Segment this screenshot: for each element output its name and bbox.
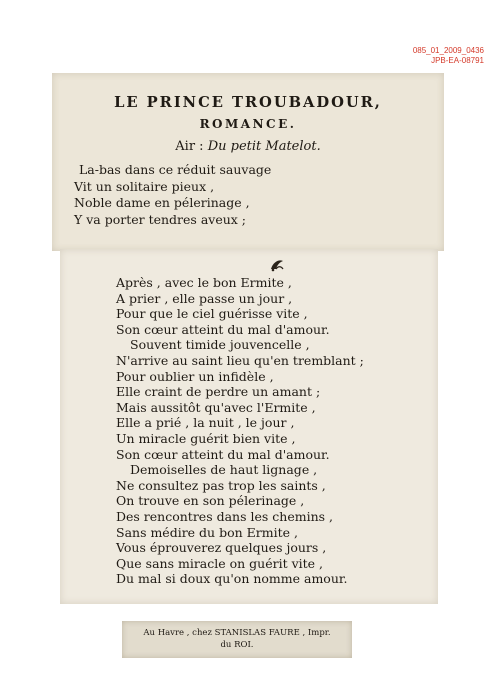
verse-line: Son cœur atteint du mal d'amour.: [116, 321, 330, 337]
printer-imprint: [122, 621, 352, 658]
verse-line: Noble dame en pélerinage ,: [74, 195, 250, 210]
verse-line: Elle craint de perdre un amant ;: [116, 384, 321, 400]
verse-line: Pour que le ciel guérisse vite ,: [116, 306, 308, 322]
verse-line: La-bas dans ce réduit sauvage: [79, 162, 272, 177]
verse-line: Du mal si doux qu'on nomme amour.: [116, 571, 348, 587]
verse-line: Après , avec le bon Ermite ,: [116, 275, 292, 290]
verse-line: Que sans miracle on guérit vite ,: [116, 555, 324, 571]
catalog-id: 085_01_2009_0436: [412, 46, 484, 55]
verse-line: Demoiselles de haut lignage ,: [130, 462, 318, 478]
verse-line: Des rencontres dans les chemins ,: [116, 508, 333, 524]
air-line: [52, 139, 444, 154]
imprint-line: Au Havre , chez STANISLAS FAURE , Impr.: [143, 628, 331, 638]
verse-line: A prier , elle passe un jour ,: [116, 290, 293, 306]
stanza-1: [74, 162, 271, 228]
verse-line: Ne consultez pas trop les saints ,: [116, 477, 326, 493]
verse-line: Son cœur atteint du mal d'amour.: [116, 446, 330, 462]
song-subtitle: ROMANCE.: [199, 117, 297, 131]
catalog-ref: JPB-EA-08791: [431, 56, 484, 65]
verse-line: Pour oublier un infidèle ,: [116, 368, 274, 384]
stanza-2: [116, 275, 364, 587]
song-header-fragment: [52, 73, 444, 251]
verse-line: N'arrive au saint lieu qu'en tremblant ;: [116, 352, 364, 368]
air-tune: Du petit Matelot.: [207, 139, 321, 154]
song-title: LE PRINCE TROUBADOUR,: [114, 93, 382, 111]
fleuron-icon: [268, 257, 286, 273]
song-body-fragment: [60, 249, 438, 604]
catalog-number: [413, 46, 484, 66]
verse-line: Vit un solitaire pieux ,: [74, 178, 215, 194]
verse-line: Y va porter tendres aveux ;: [74, 211, 247, 227]
verse-line: On trouve en son pélerinage ,: [116, 493, 305, 509]
verse-line: Vous éprouverez quelques jours ,: [116, 540, 327, 556]
verse-line: Un miracle guérit bien vite ,: [116, 430, 296, 446]
verse-line: Elle a prié , la nuit , le jour ,: [116, 415, 295, 431]
air-label: Air :: [175, 139, 204, 154]
imprint-line: du ROI.: [220, 640, 254, 650]
verse-line: Sans médire du bon Ermite ,: [116, 524, 298, 540]
verse-line: Mais aussitôt qu'avec l'Ermite ,: [116, 399, 316, 415]
verse-line: Souvent timide jouvencelle ,: [130, 337, 310, 353]
